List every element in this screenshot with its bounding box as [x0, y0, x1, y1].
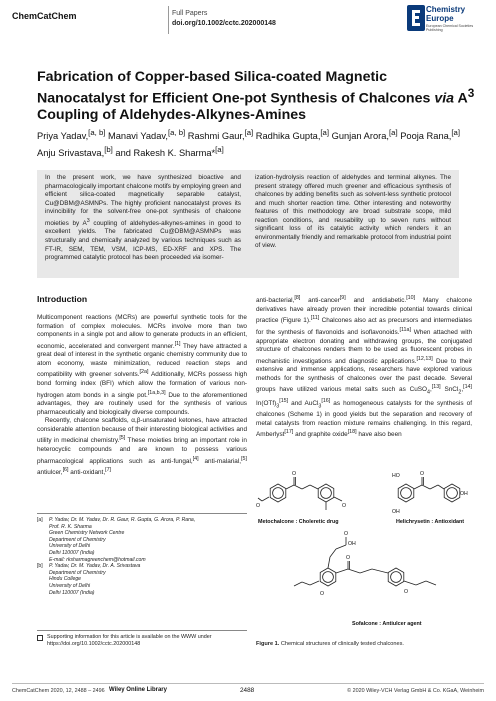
affiliation-line: Green Chemistry Network Centre: [49, 530, 125, 537]
bond: [334, 497, 342, 501]
journal-name: ChemCatChem: [12, 11, 77, 21]
intro-left-column: [37, 314, 247, 478]
bond: [348, 569, 360, 573]
author-list: Priya Yadav,[a, b] Manavi Yadav,[a, b] Rashmi Gaur,[a] Radhika Gupta,[a] Gunjan Arora,[a] Pooja Rana,[a] Anju Srivastava,[b] and Rakesh K. Sharma*[a]: [37, 128, 460, 159]
atom-label-oh: OH: [392, 509, 400, 515]
figure-1: [256, 465, 472, 635]
metochalcone-ring-a-aromatic: [273, 488, 284, 499]
bond: [286, 485, 294, 489]
footnote-divider: [37, 513, 247, 514]
affiliation-line: University of Delhi: [49, 543, 91, 550]
supporting-info: [37, 634, 247, 647]
introduction-heading: Introduction: [37, 294, 88, 304]
bond: [336, 545, 346, 549]
bond: [262, 497, 269, 501]
bond: [330, 549, 336, 557]
affiliation-line: E-mail: rksharmagreenchem@hotmail.com: [49, 556, 146, 563]
bond: [414, 485, 422, 489]
footer-wiley-online-library[interactable]: Wiley Online Library: [109, 687, 167, 693]
affiliation-line: Prof. R. K. Sharma: [49, 523, 92, 530]
atom-label-o: O: [404, 589, 409, 595]
figure-caption-label: Figure 1.: [256, 641, 280, 647]
bond: [416, 581, 426, 585]
affiliations: [37, 517, 247, 596]
bond: [294, 485, 302, 489]
helichrysetin-ring-b-aromatic: [447, 488, 458, 499]
atom-label-oh: OH: [460, 491, 468, 497]
bond: [430, 485, 438, 489]
supporting-info-text[interactable]: Supporting information for this article is available on the WWW under https://doi.org/10.1002/cctc.202000148: [47, 634, 212, 647]
bond: [310, 581, 319, 585]
footer-citation: ChemCatChem 2020, 12, 2488 – 2496: [12, 688, 105, 694]
metochalcone-ring-b-aromatic: [321, 488, 332, 499]
affiliation-line: [a] P. Yadav, Dr. M. Yadav, Dr. R. Gaur, R. Gupta, G. Arora, P. Rana,: [37, 517, 196, 523]
bond: [302, 485, 310, 489]
logo-text-europe: Europe: [426, 14, 454, 23]
sofalcone-ring-b-aromatic: [391, 572, 402, 583]
figure-caption-text: Chemical structures of clinically tested chalcones.: [280, 641, 404, 647]
bond: [302, 582, 310, 585]
logo-text-chemistry: Chemistry: [426, 5, 466, 14]
bond: [426, 581, 436, 585]
affiliation-line: University of Delhi: [49, 582, 91, 589]
atom-label-o: O: [256, 503, 261, 509]
article-doi[interactable]: doi.org/10.1002/cctc.202000148: [172, 20, 276, 27]
bond: [328, 557, 330, 568]
caption-helichrysetin: Helichrysetin : Antioxidant: [396, 519, 465, 525]
atom-label-o: O: [346, 555, 351, 561]
atom-label-oh: OH: [348, 541, 356, 547]
caption-sofalcone: Sofalcone : Antiulcer agent: [352, 621, 422, 627]
abstract-right-column: ization-hydrolysis reaction of aldehydes and terminal alkynes. The present strategy offered much greener and efficacious synthesis of chalcones by adding benefits such as solvent-less synthetic protocol and much shorter reaction time. Other interesting and noteworthy features of this methodology are broad substrate scope, mild reaction conditions, and reusability up to seven runs without significant loss of its catalytic activity which renders it an environmentally friendly and remarkable protocol from industrial point of view.: [255, 174, 451, 250]
atom-label-o: O: [342, 503, 347, 509]
affiliation-line: Department of Chemistry: [49, 569, 106, 576]
footer-copyright: © 2020 Wiley-VCH Verlag GmbH & Co. KGaA, Weinheim: [347, 688, 484, 694]
atom-label-ho: HO: [392, 473, 400, 479]
affiliation-line: Hindu College: [49, 576, 81, 583]
bond: [310, 485, 318, 489]
figure-caption: [256, 641, 472, 647]
affiliation-line: [b] P. Yadav, Dr. M. Yadav, Dr. A. Srivastava: [37, 563, 141, 570]
footer-divider: [12, 683, 484, 684]
sofalcone-ring-a-aromatic: [323, 572, 334, 583]
bond: [360, 569, 372, 573]
atom-label-o: O: [344, 531, 349, 537]
atom-label-o: O: [320, 591, 325, 597]
helichrysetin-ring-a-aromatic: [401, 488, 412, 499]
atom-label-o: O: [292, 471, 297, 477]
logo-text-publisher: European Chemical Societies Publishing: [426, 24, 474, 32]
supporting-info-icon: [37, 635, 43, 641]
abstract-box: [37, 170, 459, 278]
article-type: Full Papers: [172, 10, 208, 17]
figure-1-structures: [256, 465, 472, 635]
abstract-left-column: In the present work, we have synthesized bioactive and pharmacologically important chalcone motifs by employing green and efficient silica-coated magnetically separable catalyst, Cu@DBM@ASMNPs. The highly proficient nanocatalyst proves its invincibility for the solvent-free one-pot synthesis of chalcone moieties by $A^3$ coupling of aldehydes-alkynes-amines in good to excellent yields. The fabricated Cu@DBM@ASMNPs was structurally and chemically analyzed by various techniques such as FT-IR, SEM, TEM, VSM, ICP-MS, ED-XRF and XPS. The programmed catalytic protocol has been proceeded via isomer-: [45, 174, 241, 262]
affiliation-line: Delhi 110007 (India): [49, 549, 95, 556]
bond: [404, 581, 416, 585]
bond: [422, 485, 430, 489]
bond: [372, 569, 388, 573]
intro-paragraph-2: Recently, chalcone scaffolds, α,β-unsaturated ketones, have attracted considerable attention because of their interesting biological activities and utility in medicinal chemistry.[5] These moieties bring an important role in heterocyclic compounds and are known to possess various pharmacological applications such as anti-fungal,[4] anti-malarial,[5] antiulcer,[6] anti-oxidant,[7]: [37, 417, 247, 477]
bond: [336, 569, 348, 573]
caption-metochalcone: Metochalcone : Choleretic drug: [258, 519, 339, 525]
intro-paragraph-1: Multicomponent reactions (MCRs) are powerful synthetic tools for the formation of complex molecules. MCRs involve more than two components in a single pot and allow to generate products in an efficient, economic, accelerated and convergent manner.[1] They have attracted a great deal of interest in the synthetic organic chemistry community due to atom economy, waste minimization, reduced reaction steps and compatibility with greener solvents.[2a] Additionally, MCRs possess high bond forming index (BFI) which allow the formation of various non-hydrogen atom bonds in a single pot.[1a,b,3] Due to the aforementioned advantages, they are routinely used for the synthesis of various pharmaceutically and biologically diverse compounds.: [37, 314, 247, 416]
header-divider: [168, 6, 169, 34]
affiliation-line: Department of Chemistry: [49, 536, 106, 543]
intro-right-column: anti-bacterial,[8] anti-cancer[9] and antidiabetic.[10] Many chalcone derivatives have already proven their incredible potential towards clinical practice (Figure 1).[11] Chalcones also act as precursors and intermediates for the synthesis of flavonoids and isoflavonoids.[11a] When attached with appropriate electron donating and withdrawing groups, the conjugated structure of chalcones renders them to be used as fluorescent probes in mechanistic investigations and diagnostic applications.[12,13] Due to their extensive and immense applications, researchers have explored various methods for the synthesis of chalcones over the past decade. Several groups have utilized various metal salts such as CuSO$_4$,[13] SnCl$_2$,[14] $In(OTf)_3[15]$ and AuCl$_3$[16] as homogeneous catalysts for the synthesis of chalcones (Scheme 1) in good yields but the separation and recovery of metal catalysts from reaction mixture remains challenging. In this regard, Amberlyst[17] and graphite oxide[18] have also been: [256, 295, 473, 439]
atom-label-o: O: [420, 471, 425, 477]
footer-page-number: 2488: [240, 687, 255, 694]
affiliation-line: Delhi 110007 (India): [49, 589, 95, 596]
bond: [294, 582, 302, 586]
supporting-divider: [37, 630, 247, 631]
article-title: Fabrication of Copper-based Silica-coated Magnetic Nanocatalyst for Efficient One-pot Synthesis of Chalcones via $A^3$ Coupling of Aldehydes-Alkynes-Amines: [37, 69, 475, 123]
bond: [258, 498, 262, 501]
bond: [438, 485, 444, 489]
